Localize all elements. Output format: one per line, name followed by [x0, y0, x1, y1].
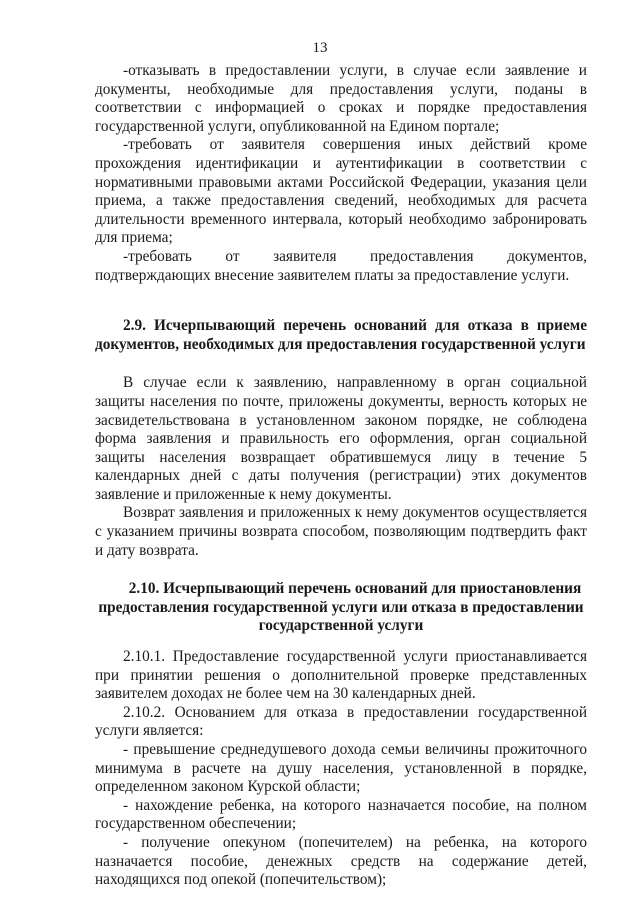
list-item: -отказывать в предоставлении услуги, в случае если заявление и документы, необходимые для предоставления услуги, поданы в соответствии с информацией о сроках и порядке предоставления государственной услуги, опубликованной на Едином портале; [95, 62, 587, 135]
list-item: - получение опекуном (попечителем) на ребенка, на которого назначается пособие, денежных средств на содержание детей, находящихся под опекой (попечительством); [95, 833, 587, 889]
document-body [95, 62, 587, 890]
paragraph: 2.10.1. Предоставление государственной услуги приостанавливается при принятии решения о дополнительной проверке представленных заявителем доходах не более чем на 30 календарных дней. [95, 648, 587, 703]
section-heading: 2.10. Исчерпывающий перечень оснований для приостановления предоставления государственной услуги или отказа в предоставлении государственной услуги [98, 580, 584, 635]
page-number: 13 [312, 40, 328, 56]
list-item: - нахождение ребенка, на которого назначается пособие, на полном государственном обеспечении; [95, 796, 587, 833]
list-item: -требовать от заявителя предоставления документов, подтверждающих внесение заявителем платы за предоставление услуги. [95, 247, 587, 284]
paragraph: 2.10.2. Основанием для отказа в предоставлении государственной услуги является: [95, 703, 587, 740]
list-item: -требовать от заявителя совершения иных действий кроме прохождения идентификации и аутентификации в соответствии с нормативными правовыми актами Российской Федерации, указания цели приема, а также предоставления сведений, необходимых для расчета длительности временного интервала, который необходимо забронировать для приема; [95, 136, 587, 247]
paragraph: Возврат заявления и приложенных к нему документов осуществляется с указанием причины возврата способом, позволяющим подтвердить факт и дату возврата. [95, 504, 587, 559]
paragraph: В случае если к заявлению, направленному в орган социальной защиты населения по почте, приложены документы, верность которых не засвидетельствована в установленном законом порядке, не соблюдена форма заявления и правильность его оформления, орган социальной защиты населения возвращает обратившемуся лицу в течение 5 календарных дней с даты получения (регистрации) этих документов заявление и приложенные к нему документы. [95, 374, 587, 503]
list-item: - превышение среднедушевого дохода семьи величины прожиточного минимума в расчете на душу населения, установленной в порядке, определенном законом Курской области; [95, 741, 587, 796]
section-heading: 2.9. Исчерпывающий перечень оснований для отказа в приеме документов, необходимых для предоставления государственной услуги [95, 317, 587, 353]
